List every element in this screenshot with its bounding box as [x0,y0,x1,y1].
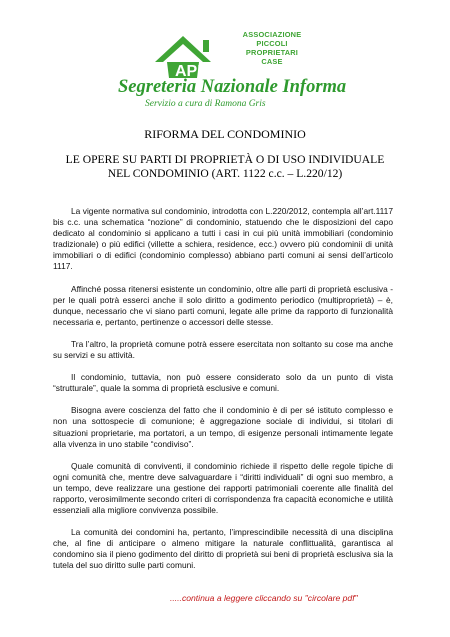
association-line: ASSOCIAZIONE [242,30,302,39]
page-subtitle [0,153,450,181]
subtitle-line: NEL CONDOMINIO (ART. 1122 c.c. – L.220/12) [107,167,343,180]
paragraph: Bisogna avere coscienza del fatto che il condominio è di per sé istituto complesso e non una sottospecie di comunione; è aggregazione sociale di individui, si titolari di situazioni proprietarie, ma portatori, a un tempo, di esigenze personali intimamente legate alla vivenza in uno stabile “condiviso”. [53,405,393,449]
paragraph: Il condominio, tuttavia, non può essere considerato solo da un punto di vista “strutturale”, quale la somma di proprietà esclusive e comuni. [53,372,393,394]
association-name [232,30,312,66]
paragraph: Quale comunità di conviventi, il condominio richiede il rispetto delle regole tipiche di ogni comunità che, mentre deve salvaguardare i “diritti individuali” di ogni suo membro, a un tempo, deve realizzare una gestione dei rapporti patrimoniali coerente alle finalità del rapporto, verosimilmente secondo criteri di corrispondenza fra capacità economiche e utilità essenziali alla migliore convivenza possibile. [53,460,393,516]
paragraph: Affinché possa ritenersi esistente un condominio, oltre alle parti di proprietà esclusiva - per le quali potrà esserci anche il solo diritto a godimento periodico (multiproprietà) – è, dunque, necessario che vi siano parti comuni, legate alle prime da rapporto di funzionalità necessaria e, pertanto, pertinenze o accessori delle stesse. [53,283,393,327]
paragraph: La comunità dei condomini ha, pertanto, l’imprescindibile necessità di una disciplina che, al fine di anticipare o almeno mitigare la naturale conflittualità, garantisca al condomino sia il pieno godimento del diritto di proprietà sui beni di proprietà esclusiva sia la tutela del suo diritto sulle parti comuni. [53,527,393,571]
continue-reading-link[interactable]: .....continua a leggere cliccando su "circolare pdf" [170,593,358,603]
association-line: CASE [261,57,283,66]
page-title: RIFORMA DEL CONDOMINIO [144,127,306,141]
servizio-caption: Servizio a cura di Ramona Gris [145,99,266,109]
paragraph: Tra l’altro, la proprietà comune potrà essere esercitata non soltanto su cose ma anche su servizi e su attività. [53,338,393,361]
article-body [53,206,393,583]
paragraph: La vigente normativa sul condominio, introdotta con L.220/2012, contempla all’art.1117 bis c.c. una schematica “nozione” di condominio, statuendo che le disposizioni del capo dedicato al condominio si applicano a tutti i casi in cui più unità immobiliari (condominio tradizionale) o più edifici (villette a schiera, residence, ecc.) ovvero più condominii di unità immobiliari o di edifici (condominio complesso) abbiano parti comuni ai sensi dell’articolo 1117. [53,206,393,272]
appc-logo [153,32,233,80]
association-line: PICCOLI [256,39,288,48]
association-line: PROPRIETARI [245,48,299,57]
logo-letters: APPC [175,63,220,80]
subtitle-line: LE OPERE SU PARTI DI PROPRIETÀ O DI USO INDIVIDUALE [65,153,385,166]
segreteria-heading: Segreteria Nazionale Informa [118,77,347,97]
